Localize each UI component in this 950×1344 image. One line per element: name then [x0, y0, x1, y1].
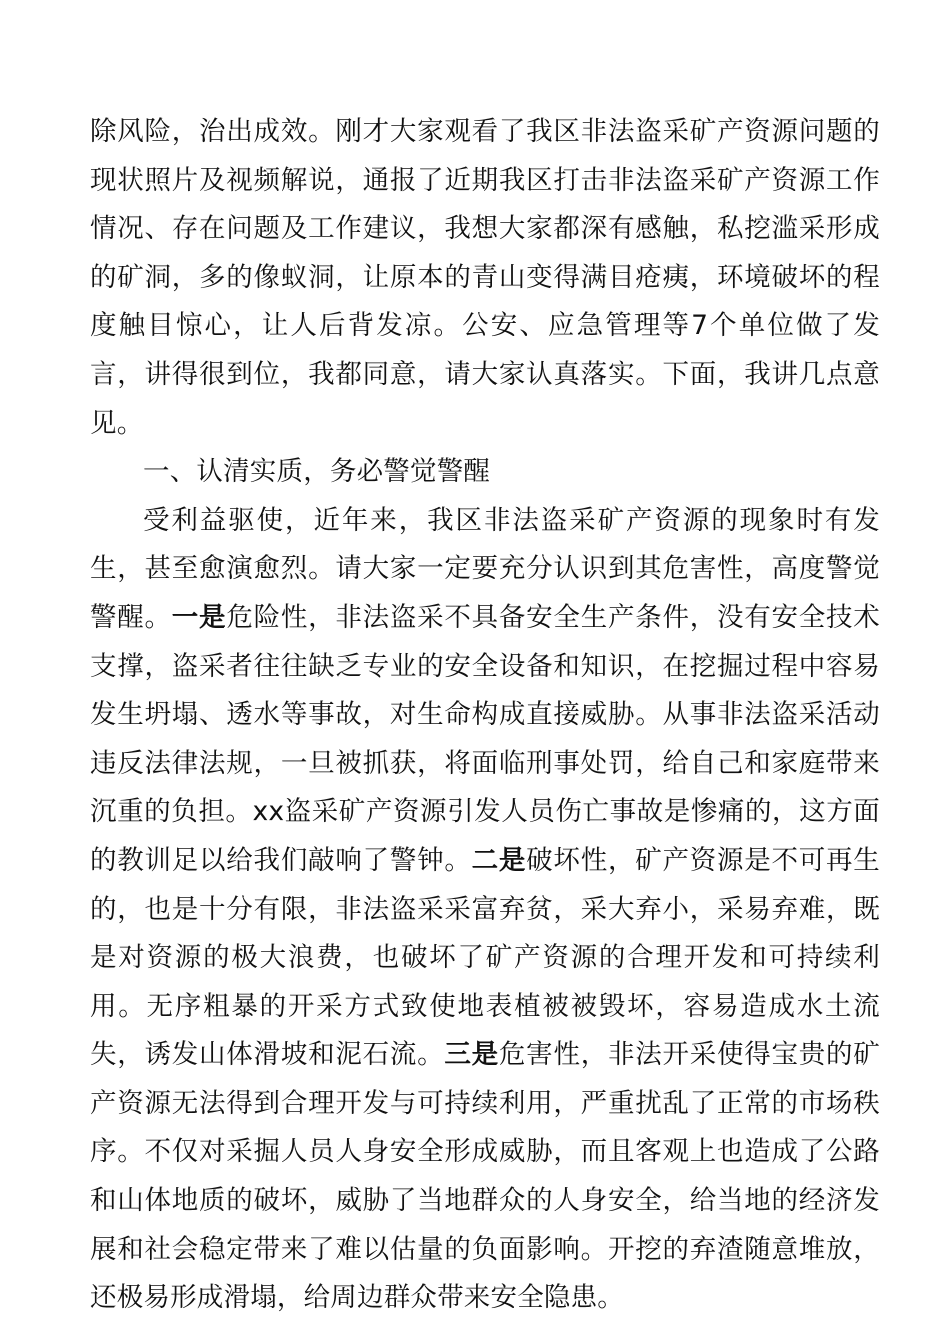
body-intro: 受利益驱使，近年来，我区非法盗采矿产资源的现象时有发生，甚至愈演愈烈。请大家一定要充分认识到其危害性，高度警觉警醒。	[90, 504, 880, 633]
point-text-3: 危害性，非法开采使得宝贵的矿产资源无法得到合理开发与可持续利用，严重扰乱了正常的市场秩序。不仅对采掘人员人身安全形成威胁，而且客观上也造成了公路和山体地质的破坏，威胁了当地群众的人身安全，给当地的经济发展和社会稳定带来了难以估量的负面影响。开挖的弃渣随意堆放，还极易形成滑塌，给周边群众带来安全隐患。	[90, 1039, 880, 1314]
point-text-1: 危险性，非法盗采不具备安全生产条件，没有安全技术支撑，盗采者往往缺乏专业的安全设备和知识，在挖掘过程中容易发生坍塌、透水等事故，对生命构成直接威胁。从事非法盗采活动违反法律法规，一旦被抓获，将面临刑事处罚，给自己和家庭带来沉重的负担。xx盗采矿产资源引发人员伤亡事故是惨痛的，这方面的教训足以给我们敲响了警钟。	[90, 601, 880, 876]
lead-label-2: 二是	[471, 844, 527, 876]
section-heading: 一、认清实质，务必警觉警醒	[143, 456, 491, 488]
lead-label-3: 三是	[444, 1039, 499, 1071]
point-text-2: 破坏性，矿产资源是不可再生的，也是十分有限，非法盗采采富弃贫，采大弃小，采易弃难，既是对资源的极大浪费，也破坏了矿产资源的合理开发和可持续利用。无序粗暴的开采方式致使地表植被被毁坏，容易造成水土流失，诱发山体滑坡和泥石流。	[90, 844, 880, 1071]
body-paragraph	[90, 497, 880, 1323]
lead-label-1: 一是	[171, 601, 227, 633]
document-page	[90, 108, 880, 1323]
opening-paragraph: 除风险，治出成效。刚才大家观看了我区非法盗采矿产资源问题的现状照片及视频解说，通报了近期我区打击非法盗采矿产资源工作情况、存在问题及工作建议，我想大家都深有感触，私挖滥采形成的矿洞，多的像蚁洞，让原本的青山变得满目疮痍，环境破坏的程度触目惊心，让人后背发凉。公安、应急管理等7个单位做了发言，讲得很到位，我都同意，请大家认真落实。下面，我讲几点意见。	[90, 116, 880, 439]
